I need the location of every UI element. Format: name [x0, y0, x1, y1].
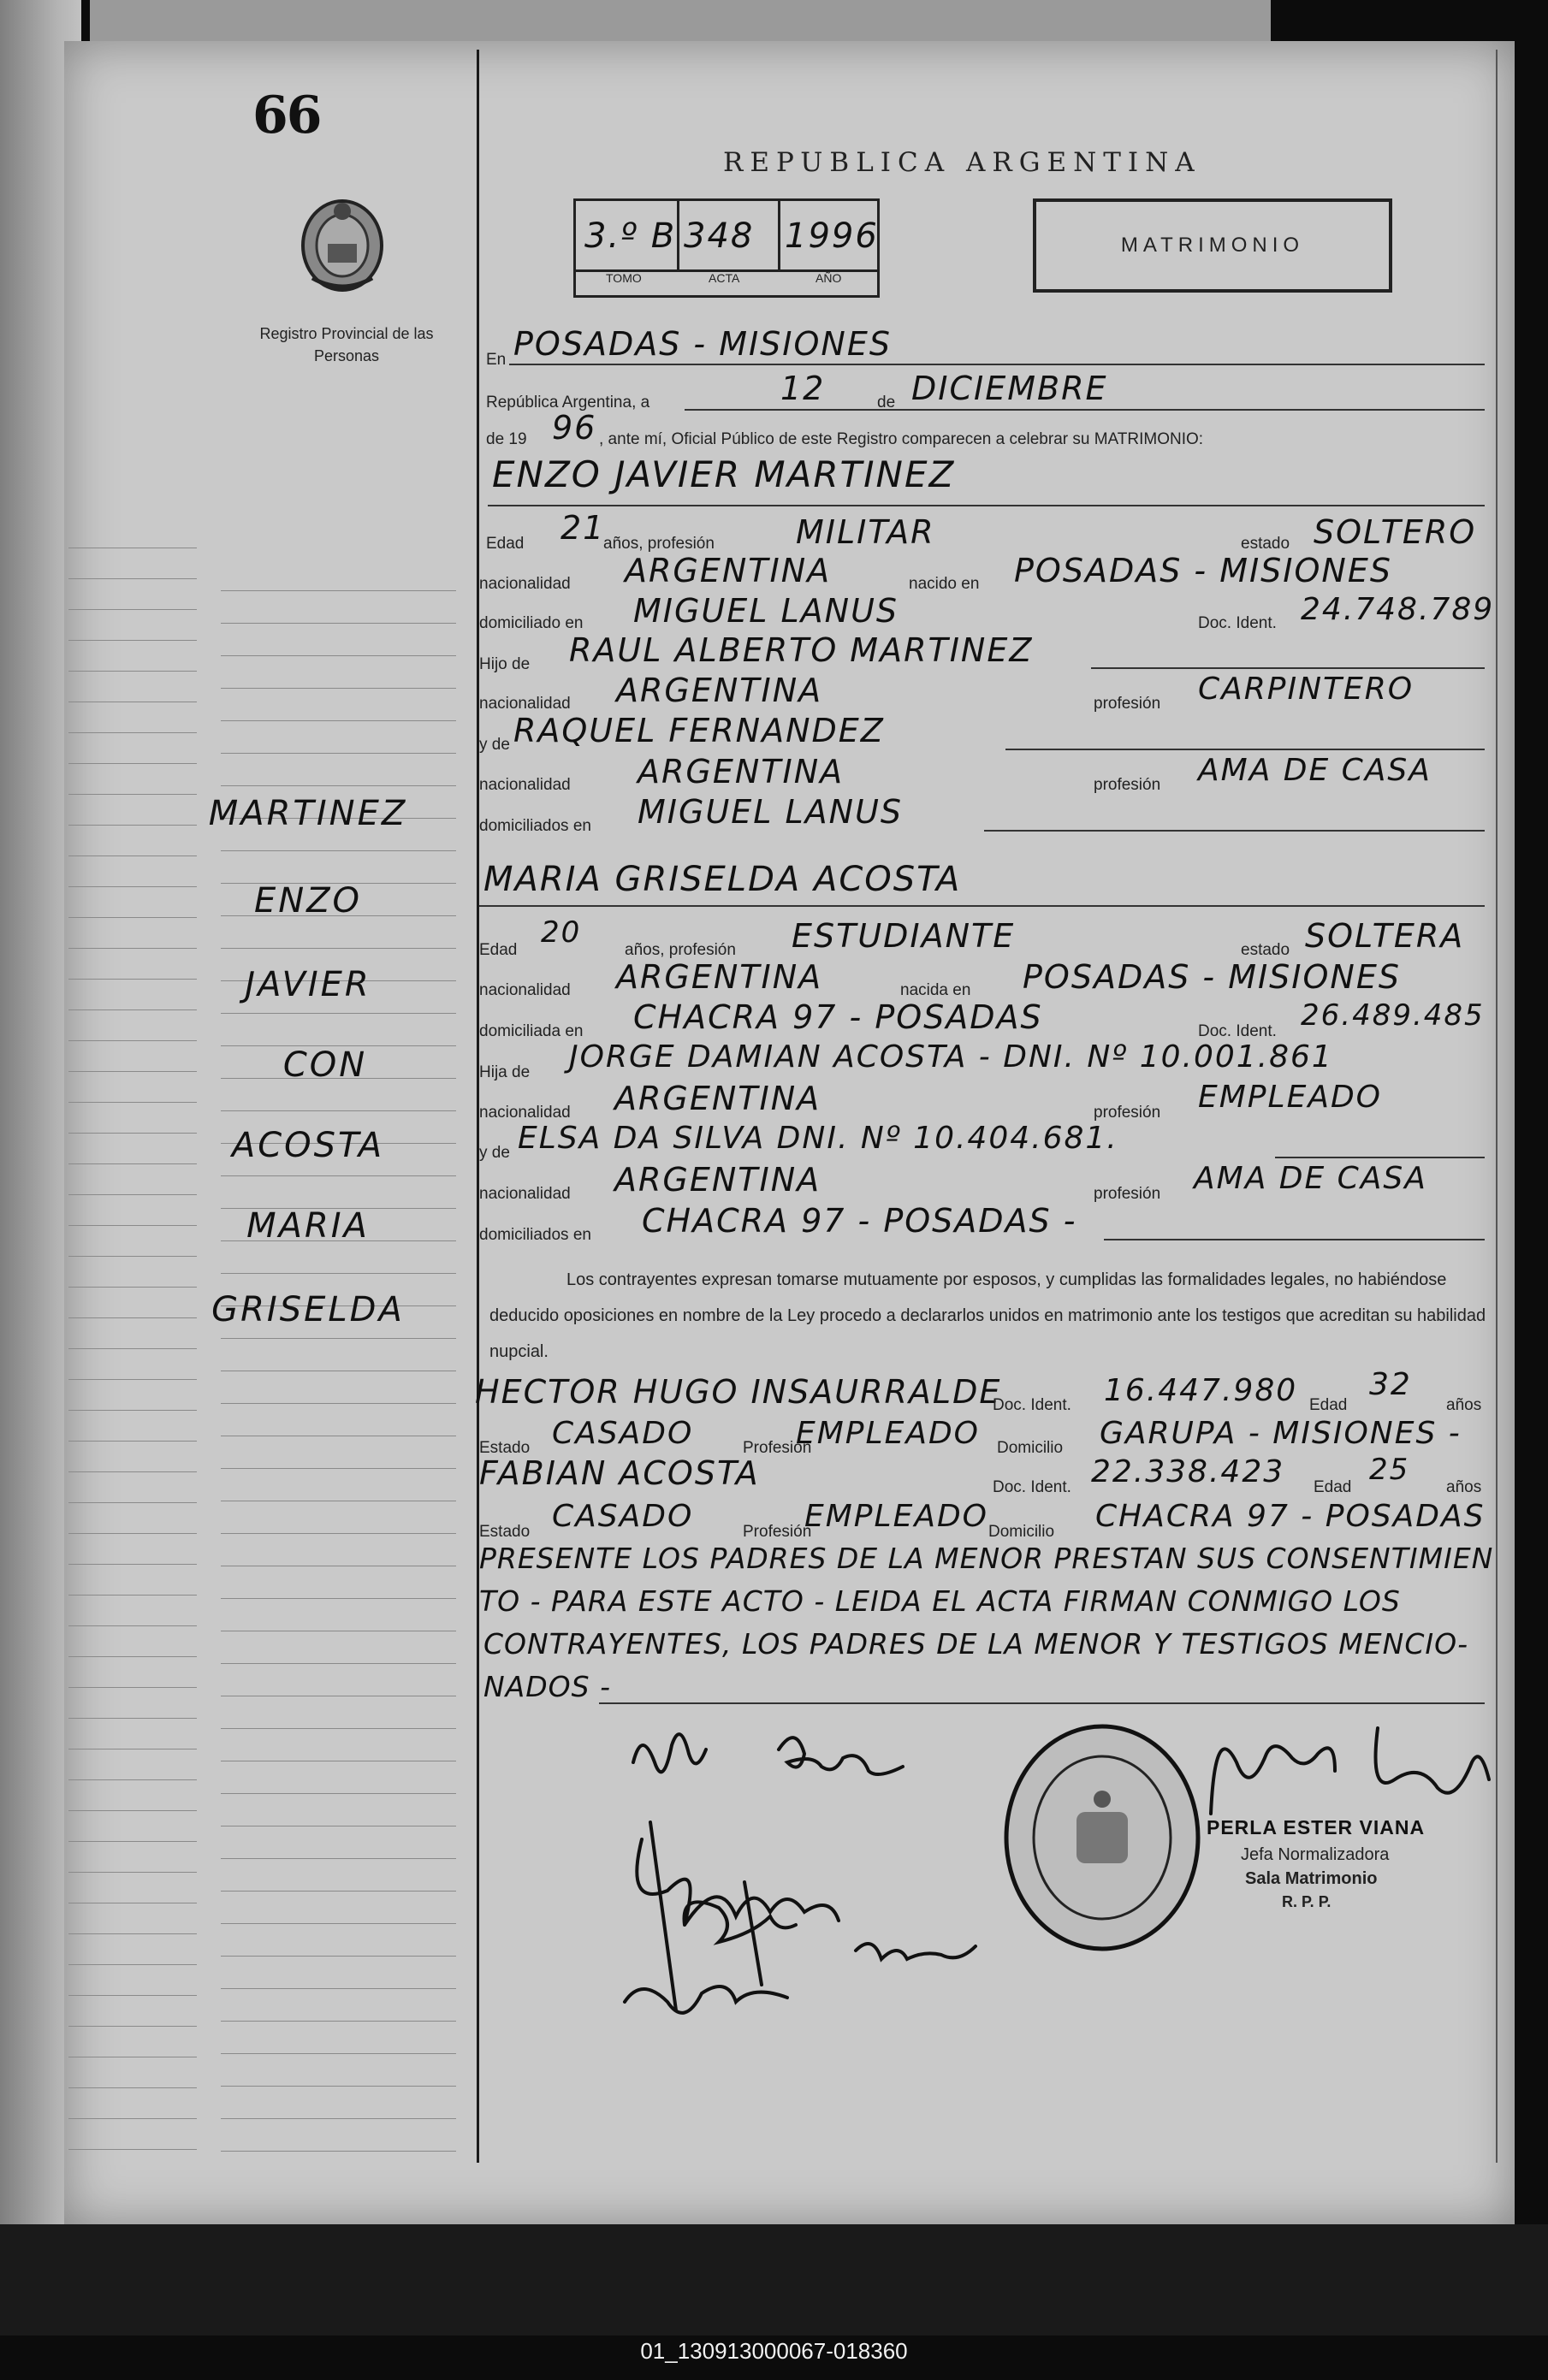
- registry-box: [573, 198, 880, 298]
- bride-padre-prof: EMPLEADO: [1198, 1080, 1383, 1115]
- record-type-box: [1033, 198, 1392, 293]
- ruled-line: [221, 1533, 456, 1534]
- witness2-profesion: EMPLEADO: [804, 1499, 989, 1534]
- outer-ruled-line: [68, 1133, 197, 1134]
- witness1-domicilio-label: Domicilio: [997, 1439, 1064, 1457]
- ruled-line: [221, 2053, 456, 2054]
- bride-dom-label: domiciliada en: [479, 1022, 584, 1040]
- record-type-label: MATRIMONIO: [1120, 234, 1305, 257]
- outer-ruled-line: [68, 1810, 197, 1811]
- groom-nac: ARGENTINA: [625, 552, 832, 589]
- groom-padre-nac-label: nacionalidad: [479, 695, 571, 713]
- ano-cell: [780, 201, 879, 269]
- outer-ruled-line: [68, 1410, 197, 1411]
- ruled-line: [221, 1728, 456, 1729]
- bride-edad-label: Edad: [479, 941, 518, 959]
- outer-ruled-line: [68, 1194, 197, 1195]
- witness2-anos-label: años: [1446, 1478, 1482, 1496]
- margin-name-con: CON: [282, 1045, 368, 1085]
- outer-ruled-line: [68, 1779, 197, 1780]
- witness2-domicilio-label: Domicilio: [988, 1523, 1055, 1541]
- ano-label: AÑO: [816, 271, 842, 285]
- outer-ruled-line: [68, 1379, 197, 1380]
- outer-ruled-line: [68, 1841, 197, 1842]
- ano-value: 1996: [785, 216, 879, 256]
- margin-name-bride-first: MARIA: [246, 1206, 370, 1246]
- groom-madre-label: y de: [479, 736, 510, 754]
- bride-nacido: POSADAS - MISIONES: [1023, 958, 1401, 996]
- groom-estado-label: estado: [1241, 535, 1290, 553]
- bride-padre-nac-label: nacionalidad: [479, 1104, 571, 1122]
- tomo-label: TOMO: [606, 271, 642, 285]
- bride-name: MARIA GRISELDA ACOSTA: [483, 860, 962, 899]
- bride-profesion-label: años, profesión: [625, 941, 736, 959]
- bride-padres-dom-label: domiciliados en: [479, 1226, 591, 1244]
- outer-ruled-line: [68, 1102, 197, 1103]
- ruled-line: [221, 1891, 456, 1892]
- outer-ruled-line: [68, 1872, 197, 1873]
- ruled-line: [221, 1598, 456, 1599]
- ruled-line: [221, 688, 456, 689]
- bride-padre: JORGE DAMIAN ACOSTA - DNI. Nº 10.001.861: [569, 1039, 1333, 1075]
- witness1-edad: 32: [1369, 1367, 1412, 1402]
- bride-madre-prof: AMA DE CASA: [1194, 1161, 1427, 1196]
- ruled-line: [221, 1923, 456, 1924]
- witness1-profesion: EMPLEADO: [796, 1416, 981, 1451]
- witness1-edad-label: Edad: [1309, 1396, 1348, 1414]
- ruled-line: [221, 1338, 456, 1339]
- bride-estado-label: estado: [1241, 941, 1290, 959]
- outer-ruled-line: [68, 640, 197, 641]
- ruled-line: [221, 1988, 456, 1989]
- bride-padre-prof-label: profesión: [1094, 1104, 1161, 1122]
- de-label: de: [877, 394, 896, 411]
- republica-label: República Argentina, a: [486, 394, 650, 411]
- witness1-estado-label: Estado: [479, 1439, 531, 1457]
- official-name: PERLA ESTER VIANA: [1207, 1816, 1426, 1838]
- month-value: DICIEMBRE: [911, 370, 1108, 407]
- bride-profesion: ESTUDIANTE: [792, 917, 1016, 955]
- outer-ruled-line: [68, 1564, 197, 1565]
- outer-ruled-line: [68, 1595, 197, 1596]
- outer-ruled-line: [68, 578, 197, 579]
- official-title: Jefa Normalizadora: [1241, 1845, 1390, 1864]
- witness1-anos-label: años: [1446, 1396, 1482, 1414]
- outer-ruled-line: [68, 2149, 197, 2150]
- bride-nac: ARGENTINA: [616, 958, 823, 996]
- outer-ruled-line: [68, 1502, 197, 1503]
- groom-madre-prof-label: profesión: [1094, 776, 1161, 794]
- margin-name-second: JAVIER: [245, 965, 371, 1004]
- groom-madre: RAQUEL FERNANDEZ: [513, 712, 885, 749]
- intro-text: , ante mí, Oficial Público de este Registro comparecen a celebrar su MATRIMONIO:: [599, 430, 1204, 448]
- coat-of-arms-logo: [295, 192, 389, 295]
- outer-ruled-line: [68, 1071, 197, 1072]
- outer-ruled-line: [68, 2118, 197, 2119]
- ruled-line: [221, 2021, 456, 2022]
- groom-doc: 24.748.789: [1301, 592, 1495, 627]
- groom-padre-prof-label: profesión: [1094, 695, 1161, 713]
- outer-ruled-line: [68, 2087, 197, 2088]
- groom-edad-label: Edad: [486, 535, 525, 553]
- note-line-1: PRESENTE LOS PADRES DE LA MENOR PRESTAN SUS CONSENTIMIEN: [479, 1542, 1494, 1575]
- bride-madre: ELSA DA SILVA DNI. Nº 10.404.681.: [518, 1121, 1118, 1156]
- groom-profesion-label: años, profesión: [603, 535, 715, 553]
- year-suffix: 96: [552, 409, 597, 447]
- bride-nac-label: nacionalidad: [479, 981, 571, 999]
- image-footer-id: 01_130913000067-018360: [640, 2338, 908, 2364]
- ruled-line: [221, 1468, 456, 1469]
- outer-ruled-line: [68, 2026, 197, 2027]
- note-line-3: CONTRAYENTES, LOS PADRES DE LA MENOR Y TESTIGOS MENCIO-: [483, 1627, 1468, 1661]
- note-line-4: NADOS -: [483, 1670, 611, 1703]
- outer-ruled-line: [68, 1163, 197, 1164]
- margin-name-bride-surname: ACOSTA: [231, 1126, 385, 1165]
- ruled-line: [221, 1793, 456, 1794]
- ruled-line: [221, 720, 456, 721]
- bride-edad: 20: [541, 915, 582, 950]
- outer-ruled-line: [68, 794, 197, 795]
- bride-madre-label: y de: [479, 1144, 510, 1162]
- bride-padres-dom: CHACRA 97 - POSADAS -: [642, 1202, 1077, 1240]
- outer-ruled-line: [68, 1040, 197, 1041]
- ruled-line: [221, 753, 456, 754]
- ruled-line: [221, 1403, 456, 1404]
- right-rule: [1496, 50, 1498, 2163]
- day-value: 12: [780, 370, 826, 407]
- groom-padre-label: Hijo de: [479, 655, 531, 673]
- groom-edad: 21: [560, 509, 606, 547]
- outer-ruled-line: [68, 979, 197, 980]
- outer-ruled-line: [68, 1317, 197, 1318]
- outer-ruled-line: [68, 763, 197, 764]
- ruled-line: [221, 1956, 456, 1957]
- witness2-domicilio: CHACRA 97 - POSADAS: [1095, 1499, 1486, 1534]
- bride-padre-label: Hija de: [479, 1063, 531, 1081]
- outer-ruled-line: [68, 1718, 197, 1719]
- outer-ruled-line: [68, 1471, 197, 1472]
- groom-dom-label: domiciliado en: [479, 614, 584, 632]
- ruled-line: [221, 590, 456, 591]
- bride-madre-nac-label: nacionalidad: [479, 1185, 571, 1203]
- outer-ruled-line: [68, 732, 197, 733]
- outer-ruled-line: [68, 1441, 197, 1442]
- bottom-shadow: [0, 2224, 1548, 2336]
- bride-madre-prof-label: profesión: [1094, 1185, 1161, 1203]
- groom-padres-dom-label: domiciliados en: [479, 817, 591, 835]
- ruled-line: [221, 1110, 456, 1111]
- groom-padres-dom: MIGUEL LANUS: [638, 793, 904, 831]
- witness2-profesion-label: Profesión: [743, 1523, 812, 1541]
- groom-padre-prof: CARPINTERO: [1198, 672, 1415, 707]
- outer-ruled-line: [68, 1348, 197, 1349]
- tomo-cell: [576, 201, 679, 269]
- ruled-line: [221, 2151, 456, 2152]
- margin-name-bride-second: GRISELDA: [211, 1290, 405, 1329]
- witness2-edad: 25: [1369, 1453, 1410, 1487]
- outer-ruled-line: [68, 1995, 197, 1996]
- bride-dom: CHACRA 97 - POSADAS: [633, 998, 1043, 1036]
- acta-cell: [679, 201, 780, 269]
- outer-ruled-line: [68, 1625, 197, 1626]
- official-office: Sala Matrimonio: [1245, 1869, 1378, 1888]
- acta-label: ACTA: [709, 271, 740, 285]
- outer-ruled-line: [68, 825, 197, 826]
- groom-padre-nac: ARGENTINA: [616, 672, 823, 709]
- tomo-value: 3.º B: [584, 216, 677, 256]
- outer-ruled-line: [68, 1964, 197, 1965]
- official-signature: [1207, 1711, 1498, 1822]
- groom-madre-prof: AMA DE CASA: [1198, 753, 1432, 788]
- groom-estado: SOLTERO: [1314, 513, 1477, 551]
- groom-madre-nac: ARGENTINA: [638, 753, 845, 790]
- bride-nacido-label: nacida en: [900, 981, 971, 999]
- outer-ruled-line: [68, 671, 197, 672]
- signatures-block: [599, 1711, 1044, 2079]
- witness1-estado: CASADO: [552, 1416, 694, 1451]
- en-label: En: [486, 351, 507, 369]
- bride-doc-label: Doc. Ident.: [1198, 1022, 1277, 1040]
- outer-ruled-line: [68, 1687, 197, 1688]
- groom-name: ENZO JAVIER MARTINEZ: [492, 453, 956, 495]
- ruled-line: [221, 1175, 456, 1176]
- outer-ruled-line: [68, 1225, 197, 1226]
- outer-ruled-line: [68, 886, 197, 887]
- outer-ruled-line: [68, 917, 197, 918]
- groom-nacido: POSADAS - MISIONES: [1014, 552, 1392, 589]
- official-seal: [999, 1718, 1205, 1957]
- witness2-doc: 22.338.423: [1091, 1454, 1285, 1489]
- groom-dom: MIGUEL LANUS: [633, 592, 899, 630]
- witness1-doc-label: Doc. Ident.: [993, 1396, 1071, 1414]
- outer-ruled-line: [68, 1533, 197, 1534]
- ruled-line: [221, 2118, 456, 2119]
- acta-value: 348: [684, 216, 755, 256]
- witness1-profesion-label: Profesión: [743, 1439, 812, 1457]
- bride-estado: SOLTERA: [1305, 917, 1465, 955]
- ruled-line: [221, 948, 456, 949]
- ruled-line: [221, 1273, 456, 1274]
- groom-padre: RAUL ALBERTO MARTINEZ: [569, 631, 1034, 669]
- outer-ruled-line: [68, 1287, 197, 1288]
- witness2-estado-label: Estado: [479, 1523, 531, 1541]
- outer-ruled-line: [68, 1256, 197, 1257]
- bride-doc: 26.489.485: [1301, 998, 1485, 1033]
- groom-doc-label: Doc. Ident.: [1198, 614, 1277, 632]
- outer-ruled-line: [68, 1656, 197, 1657]
- outer-ruled-line: [68, 855, 197, 856]
- margin-name-surname: MARTINEZ: [208, 794, 408, 833]
- ruled-line: [221, 2086, 456, 2087]
- witness2-estado: CASADO: [552, 1499, 694, 1534]
- outer-ruled-line: [68, 1009, 197, 1010]
- margin-name-first: ENZO: [253, 881, 363, 921]
- witness1-domicilio: GARUPA - MISIONES -: [1100, 1416, 1462, 1451]
- year-prefix: de 19: [486, 430, 527, 448]
- witness2-name: FABIAN ACOSTA: [479, 1454, 760, 1492]
- outer-ruled-line: [68, 1933, 197, 1934]
- bride-madre-nac: ARGENTINA: [614, 1161, 821, 1199]
- ruled-line: [221, 785, 456, 786]
- witness2-doc-label: Doc. Ident.: [993, 1478, 1071, 1496]
- ruled-line: [221, 655, 456, 656]
- ruled-line: [221, 1858, 456, 1859]
- registry-caption: Registro Provincial de las Personas: [259, 325, 434, 364]
- country-heading: REPUBLICA ARGENTINA: [723, 147, 1201, 178]
- groom-nacido-label: nacido en: [909, 575, 980, 593]
- witness1-name: HECTOR HUGO INSAURRALDE: [475, 1373, 1002, 1411]
- official-rpp: R. P. P.: [1282, 1893, 1332, 1910]
- bride-padre-nac: ARGENTINA: [614, 1080, 821, 1117]
- groom-profesion: MILITAR: [796, 513, 935, 551]
- outer-ruled-line: [68, 609, 197, 610]
- witness1-doc: 16.447.980: [1104, 1373, 1298, 1408]
- page-number: 66: [252, 86, 321, 145]
- groom-nac-label: nacionalidad: [479, 575, 571, 593]
- outer-ruled-line: [68, 948, 197, 949]
- note-line-2: TO - PARA ESTE ACTO - LEIDA EL ACTA FIRMAN CONMIGO LOS: [479, 1584, 1401, 1618]
- ruled-line: [221, 623, 456, 624]
- ruled-line: [221, 850, 456, 851]
- declaration-text: Los contrayentes expresan tomarse mutuamente por esposos, y cumplidas las formalidades legales, no habiéndose deducido oposiciones en nombre de la Ley procedo a declararlos unidos en matrimonio ante los testigos que acreditan su habilidad nupcial.: [489, 1270, 1486, 1361]
- ruled-line: [221, 1013, 456, 1014]
- witness2-edad-label: Edad: [1314, 1478, 1352, 1496]
- groom-madre-nac-label: nacionalidad: [479, 776, 571, 794]
- ruled-line: [221, 1663, 456, 1664]
- place-value: POSADAS - MISIONES: [513, 325, 892, 363]
